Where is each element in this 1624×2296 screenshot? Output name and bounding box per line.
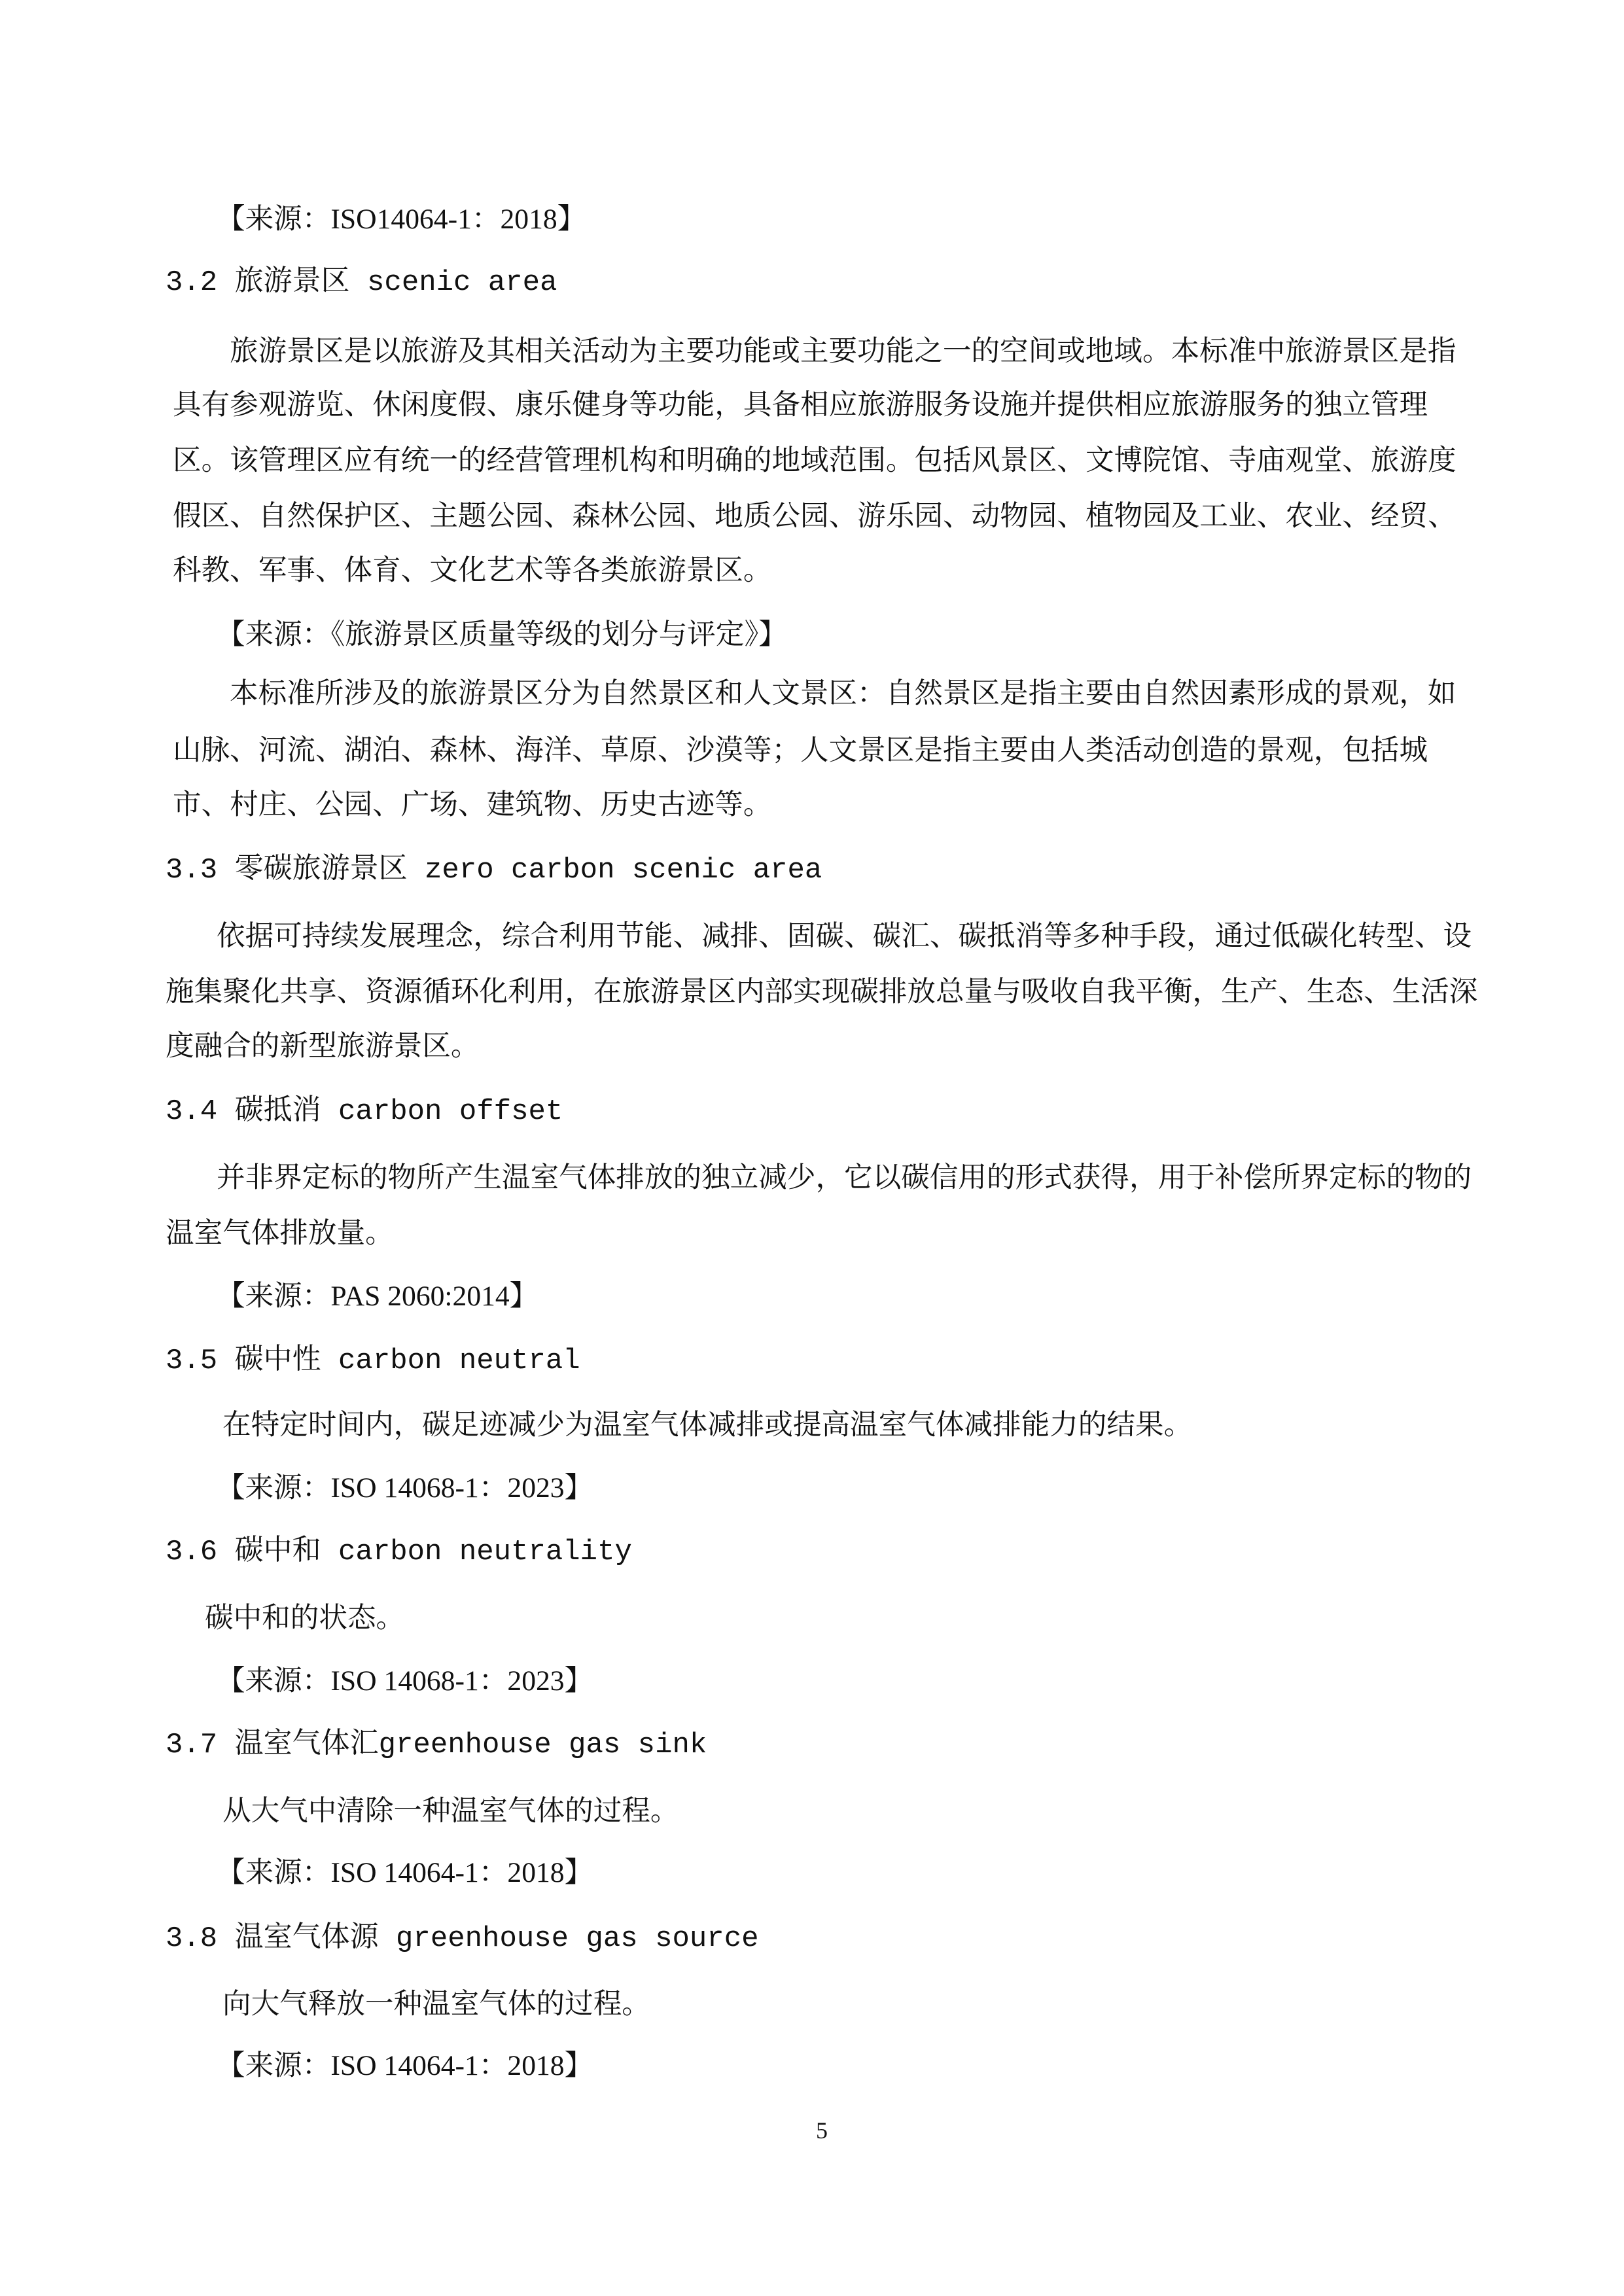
definition-line: 碳中和的状态。 xyxy=(205,1602,405,1634)
definition-line: 具有参观游览、休闲度假、康乐健身等功能，具备相应旅游服务设施并提供相应旅游服务的独立管理 xyxy=(173,389,1428,421)
source-line: 【来源：《旅游景区质量等级的划分与评定》】 xyxy=(217,619,787,650)
section-heading: 3.3 零碳旅游景区 zero carbon scenic area xyxy=(166,854,822,887)
source-line: 【来源：ISO 14068-1：2023】 xyxy=(217,1472,593,1504)
note-line: 本标准所涉及的旅游景区分为自然景区和人文景区：自然景区是指主要由自然因素形成的景观，如 xyxy=(230,678,1456,709)
source-line: 【来源：ISO14064-1：2018】 xyxy=(217,203,586,235)
section-heading: 3.8 温室气体源 greenhouse gas source xyxy=(166,1922,759,1955)
definition-line: 旅游景区是以旅游及其相关活动为主要功能或主要功能之一的空间或地域。本标准中旅游景区是指 xyxy=(230,336,1456,367)
source-line: 【来源：PAS 2060:2014】 xyxy=(217,1280,538,1312)
definition-line: 依据可持续发展理念，综合利用节能、减排、固碳、碳汇、碳抵消等多种手段，通过低碳化转型、设 xyxy=(217,921,1472,952)
section-heading: 3.7 温室气体汇greenhouse gas sink xyxy=(166,1729,707,1761)
definition-line: 向大气释放一种温室气体的过程。 xyxy=(222,1988,650,2020)
definition-line: 度融合的新型旅游景区。 xyxy=(166,1031,480,1062)
section-heading: 3.5 碳中性 carbon neutral xyxy=(166,1345,580,1377)
definition-line: 从大气中清除一种温室气体的过程。 xyxy=(222,1795,679,1827)
note-line: 市、村庄、公园、广场、建筑物、历史古迹等。 xyxy=(173,789,772,821)
definition-line: 温室气体排放量。 xyxy=(166,1218,394,1249)
definition-line: 施集聚化共享、资源循环化利用，在旅游景区内部实现碳排放总量与吸收自我平衡，生产、生态、生活深 xyxy=(166,976,1478,1008)
section-heading: 3.2 旅游景区 scenic area xyxy=(166,266,557,299)
definition-line: 科教、军事、体育、文化艺术等各类旅游景区。 xyxy=(173,555,772,586)
note-line: 山脉、河流、湖泊、森林、海洋、草原、沙漠等；人文景区是指主要由人类活动创造的景观，包括城 xyxy=(173,735,1428,766)
page-number: 5 xyxy=(816,2117,828,2144)
definition-line: 假区、自然保护区、主题公园、森林公园、地质公园、游乐园、动物园、植物园及工业、农业、经贸、 xyxy=(173,501,1456,532)
source-line: 【来源：ISO 14064-1：2018】 xyxy=(217,2050,593,2081)
definition-line: 并非界定标的物所产生温室气体排放的独立减少，它以碳信用的形式获得，用于补偿所界定标的物的 xyxy=(217,1162,1472,1193)
source-line: 【来源：ISO 14068-1：2023】 xyxy=(217,1665,593,1697)
definition-line: 区。该管理区应有统一的经营管理机构和明确的地域范围。包括风景区、文博院馆、寺庙观堂、旅游度 xyxy=(173,445,1456,476)
section-heading: 3.6 碳中和 carbon neutrality xyxy=(166,1536,632,1568)
source-line: 【来源：ISO 14064-1：2018】 xyxy=(217,1857,593,1888)
section-heading: 3.4 碳抵消 carbon offset xyxy=(166,1095,563,1128)
definition-line: 在特定时间内，碳足迹减少为温室气体减排或提高温室气体减排能力的结果。 xyxy=(222,1409,1193,1441)
